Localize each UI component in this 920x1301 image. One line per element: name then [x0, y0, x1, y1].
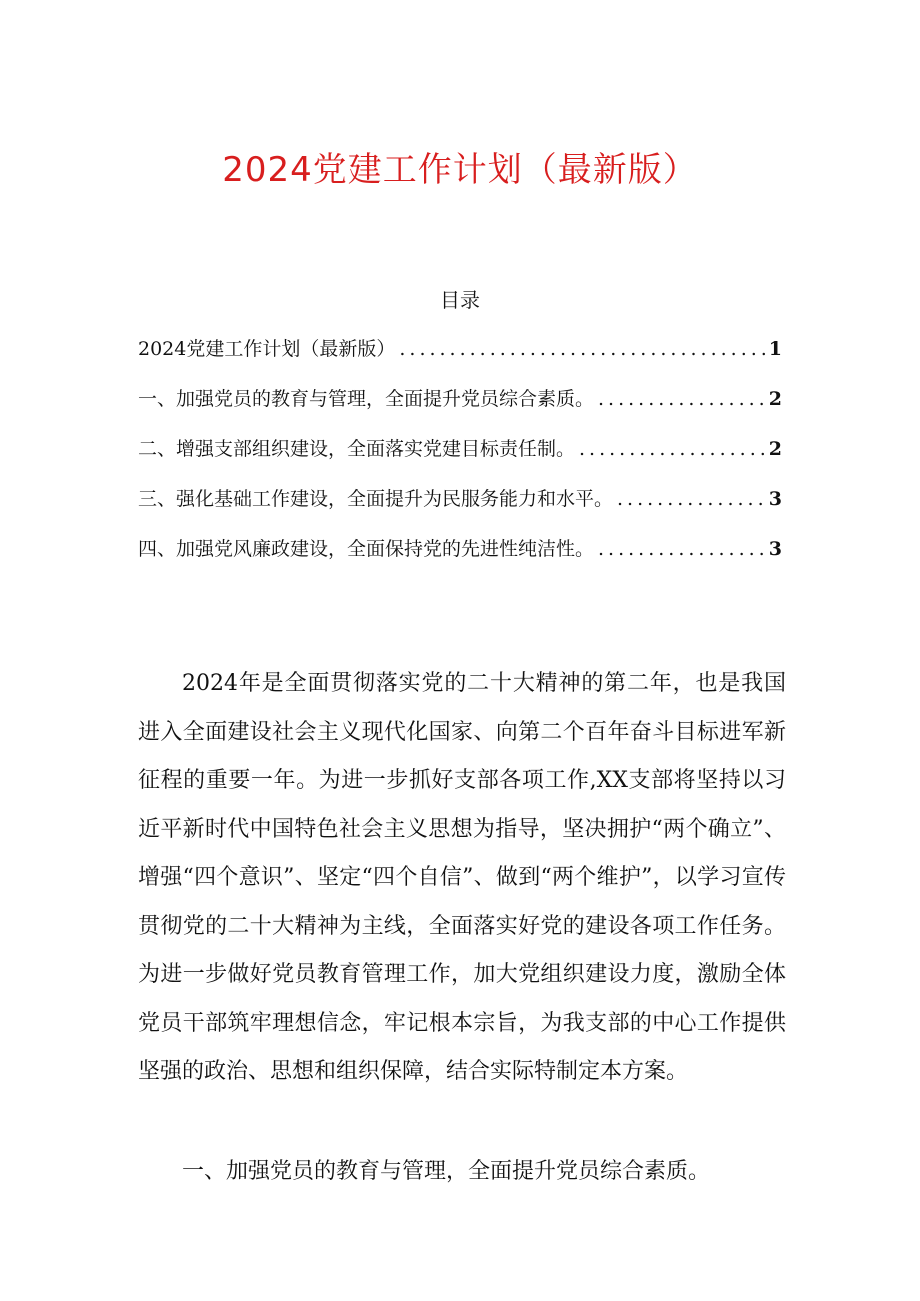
toc-entry-text: 一、加强党员的教育与管理，全面提升党员综合素质。	[138, 388, 595, 410]
toc-entry[interactable]	[138, 484, 782, 534]
toc-page-number: 2	[768, 388, 782, 410]
toc-entry[interactable]	[138, 434, 782, 484]
toc-leader-dots	[579, 438, 765, 460]
toc-entry-text: 2024党建工作计划（最新版）	[138, 338, 396, 360]
toc-entry-text: 二、增强支部组织建设，全面落实党建目标责任制。	[138, 438, 576, 460]
toc-page-number: 3	[768, 488, 782, 510]
toc-leader-dots	[399, 338, 764, 360]
toc-leader-dots	[598, 538, 765, 560]
section-heading: 一、加强党员的教育与管理，全面提升党员综合素质。	[182, 1159, 711, 1184]
toc-entry[interactable]	[138, 384, 782, 434]
toc-page-number: 1	[768, 338, 782, 360]
toc-entry-text: 四、加强党风廉政建设，全面保持党的先进性纯洁性。	[138, 538, 595, 560]
toc-heading: 目录	[440, 288, 480, 312]
toc-entry-text: 三、强化基础工作建设，全面提升为民服务能力和水平。	[138, 488, 614, 510]
document-title: 2024党建工作计划（最新版）	[222, 150, 698, 190]
intro-paragraph: 2024年是全面贯彻落实党的二十大精神的第二年，也是我国进入全面建设社会主义现代化国家、向第二个百年奋斗目标进军新征程的重要一年。为进一步抓好支部各项工作,XX支部将坚持以习近平新时代中国特色社会主义思想为指导，坚决拥护“两个确立”、增强“四个意识”、坚定“四个自信”、做到“两个维护”，以学习宣传贯彻党的二十大精神为主线，全面落实好党的建设各项工作任务。为进一步做好党员教育管理工作，加大党组织建设力度，激励全体党员干部筑牢理想信念，牢记根本宗旨，为我支部的中心工作提供坚强的政治、思想和组织保障，结合实际特制定本方案。	[138, 671, 787, 1084]
toc-leader-dots	[598, 388, 765, 410]
toc-leader-dots	[617, 488, 765, 510]
toc-page-number: 2	[768, 438, 782, 460]
toc-page-number: 3	[768, 538, 782, 560]
toc-entry[interactable]	[138, 534, 782, 584]
table-of-contents	[138, 334, 782, 584]
toc-entry[interactable]	[138, 334, 782, 384]
